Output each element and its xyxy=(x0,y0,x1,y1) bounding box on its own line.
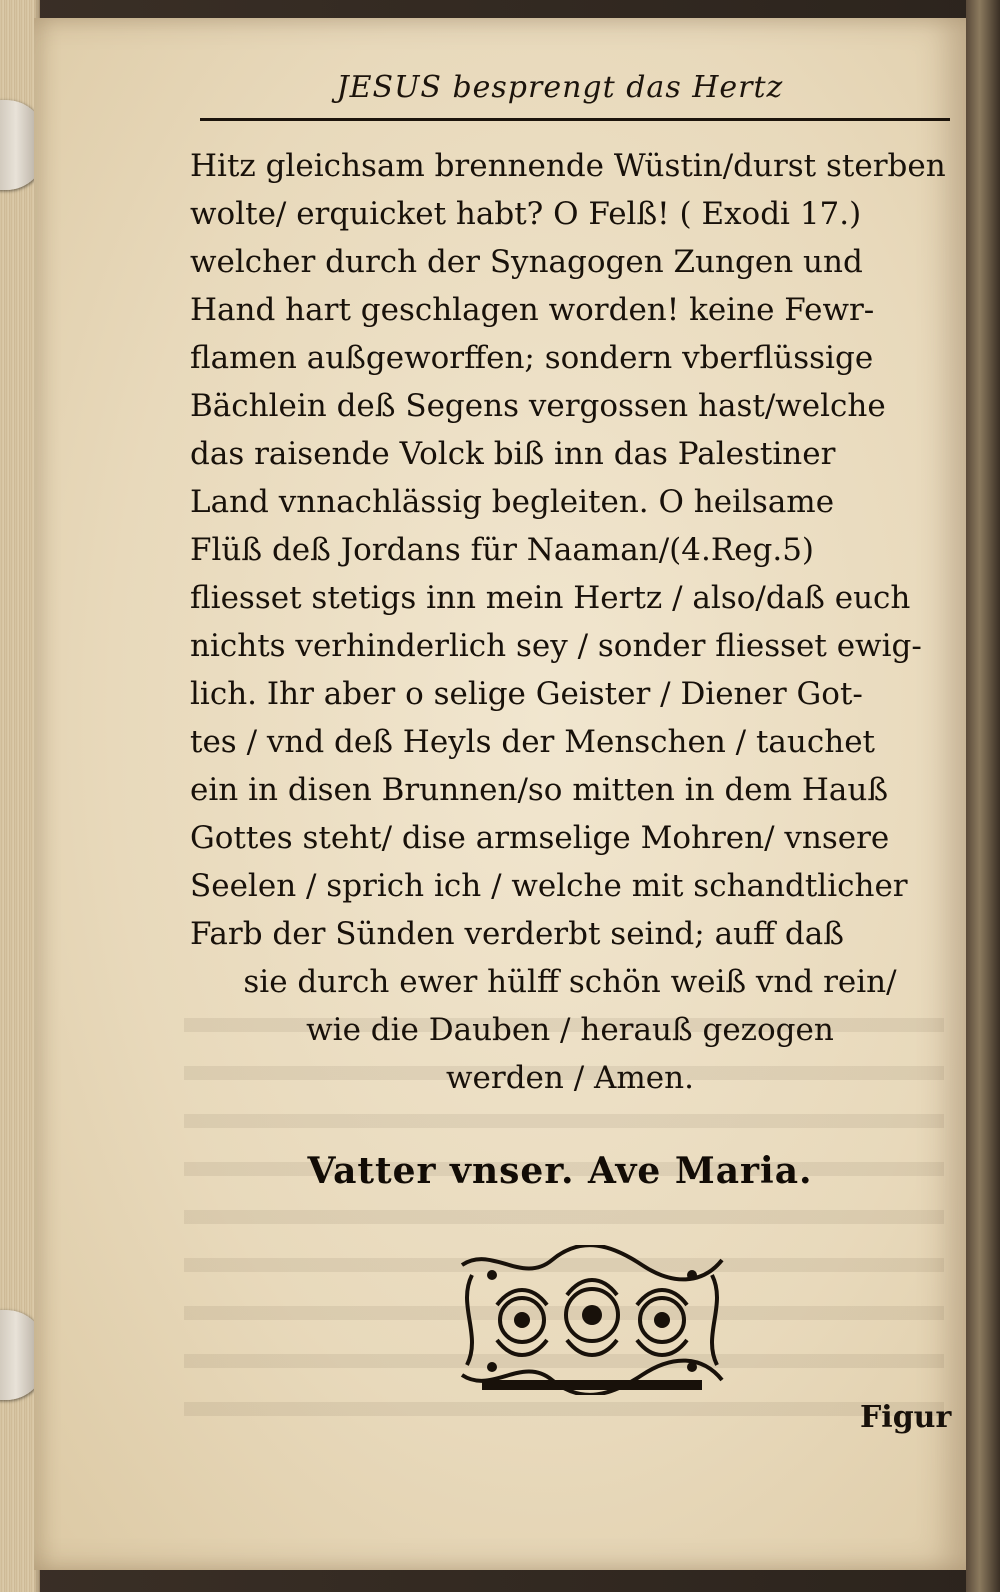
text-line: flamen außgeworffen; sondern vberflüssige xyxy=(190,340,874,376)
text-line: Bächlein deß Segens vergossen hast/welche xyxy=(190,388,886,424)
text-line: Flüß deß Jordans für Naaman/(4.Reg.5) xyxy=(190,532,815,568)
text-line: Hitz gleichsam brennende Wüstin/durst sterben xyxy=(190,148,946,184)
text-line: Seelen / sprich ich / welche mit schandtlicher xyxy=(190,868,908,904)
text-line: fliesset stetigs inn mein Hertz / also/daß euch xyxy=(190,580,911,616)
text-line: welcher durch der Synagogen Zungen und xyxy=(190,244,863,280)
printers-ornament xyxy=(452,1245,732,1395)
text-line: Hand hart geschlagen worden! keine Fewr- xyxy=(190,292,875,328)
text-line: wolte/ erquicket habt? O Felß! ( Exodi 17.) xyxy=(190,196,862,232)
binding-edge xyxy=(966,0,1000,1592)
text-line: Gottes steht/ dise armselige Mohren/ vnsere xyxy=(190,820,890,856)
text-line: sie durch ewer hülff schön weiß vnd rein/ xyxy=(243,964,897,1000)
header-rule xyxy=(200,118,950,121)
text-line: Farb der Sünden verderbt seind; auff daß xyxy=(190,916,844,952)
text-line: das raisende Volck biß inn das Palestiner xyxy=(190,436,836,472)
running-header: JESUS besprengt das Hertz xyxy=(336,70,784,105)
text-line: wie die Dauben / herauß gezogen xyxy=(306,1012,834,1048)
text-line: ein in disen Brunnen/so mitten in dem Hauß xyxy=(190,772,889,808)
text-line: Land vnnachlässig begleiten. O heilsame xyxy=(190,484,835,520)
text-line: tes / vnd deß Heyls der Menschen / tauchet xyxy=(190,724,876,760)
text-line: lich. Ihr aber o selige Geister / Diener Got- xyxy=(190,676,863,712)
catchword: Figur xyxy=(860,1400,952,1435)
closing-prayer: Vatter vnser. Ave Maria. xyxy=(307,1150,813,1192)
body-text xyxy=(190,142,950,1102)
text-line: werden / Amen. xyxy=(446,1060,694,1096)
text-line: nichts verhinderlich sey / sonder fliesset ewig- xyxy=(190,628,922,664)
